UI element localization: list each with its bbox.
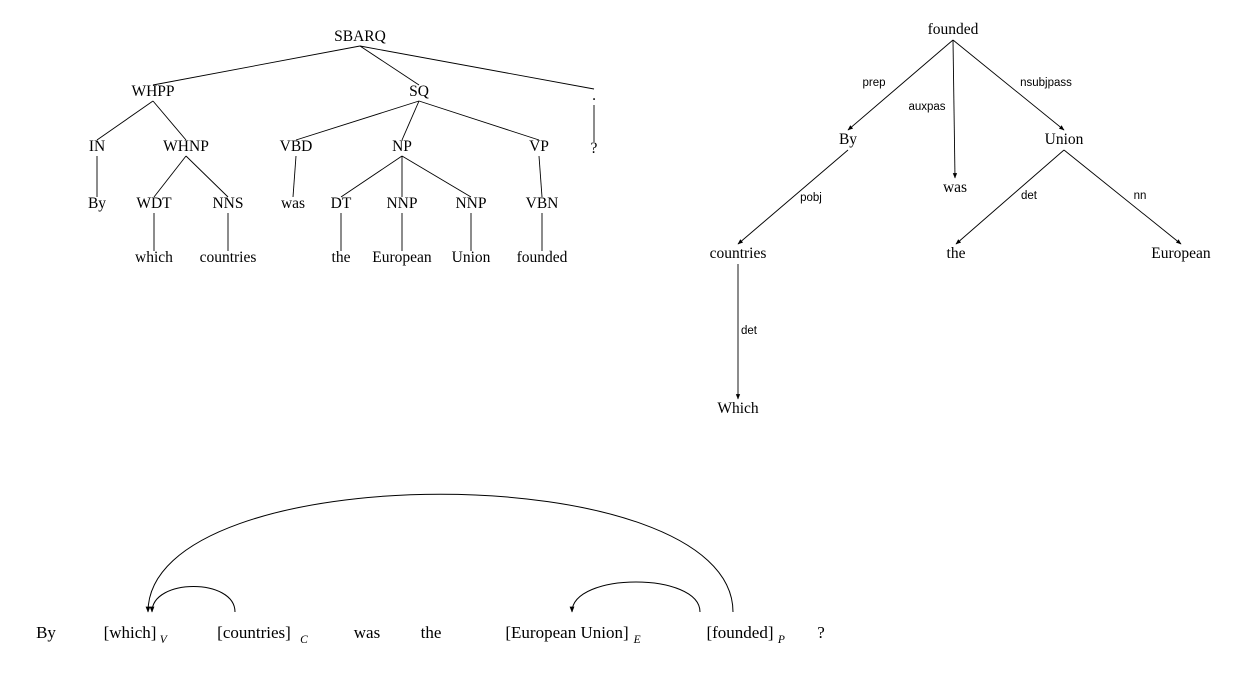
tree-node-label: countries bbox=[199, 249, 257, 266]
tree-node-label: NNS bbox=[212, 195, 244, 212]
tree-node-label: IN bbox=[88, 138, 106, 155]
sentence-token-text: [founded] bbox=[706, 623, 774, 642]
tree-node-label: SBARQ bbox=[334, 28, 386, 45]
sentence-token-text: By bbox=[36, 623, 56, 642]
tree-node-label: ? bbox=[590, 140, 598, 157]
dependency-edge-label: det bbox=[1021, 190, 1037, 202]
tree-node-label: NNP bbox=[455, 195, 487, 212]
tree-node-label: DT bbox=[330, 195, 352, 212]
tree-node-label: . bbox=[592, 87, 596, 104]
tree-node-label: WHNP bbox=[163, 138, 209, 155]
tree-node-label: VP bbox=[529, 138, 549, 155]
semantic-arc bbox=[148, 494, 733, 612]
sentence-token bbox=[354, 623, 380, 642]
dependency-edge-label: prep bbox=[862, 77, 886, 89]
sentence-token-text: ? bbox=[817, 623, 825, 642]
tree-node-label: WHPP bbox=[131, 83, 175, 100]
semantic-arc bbox=[572, 582, 700, 612]
sentence-token-subscript: C bbox=[300, 634, 308, 646]
dependency-node-label: countries bbox=[709, 245, 767, 262]
dependency-edge-label: nsubjpass bbox=[1020, 77, 1072, 89]
sentence-token bbox=[817, 623, 825, 642]
sentence-token-subscript: P bbox=[777, 634, 785, 646]
tree-node-label: NNP bbox=[386, 195, 418, 212]
tree-node-label: VBD bbox=[279, 138, 313, 155]
dependency-node-label: was bbox=[942, 179, 968, 196]
sentence-token bbox=[505, 623, 640, 646]
sentence-token-subscript: V bbox=[159, 634, 167, 646]
sentence-token-text: [countries] bbox=[217, 623, 291, 642]
tree-node-label: VBN bbox=[525, 195, 559, 212]
dependency-node-label: European bbox=[1151, 245, 1211, 262]
dependency-node-label: Which bbox=[717, 400, 759, 417]
dependency-node-label: By bbox=[838, 131, 858, 148]
dependency-node-label: the bbox=[946, 245, 966, 262]
tree-node-label: the bbox=[331, 249, 351, 266]
sentence-token-text: [which] bbox=[103, 623, 157, 642]
dependency-edge-label: nn bbox=[1133, 190, 1147, 202]
tree-node-label: NP bbox=[392, 138, 412, 155]
sentence-token bbox=[217, 623, 308, 646]
tree-node-label: European bbox=[372, 249, 432, 266]
semantic-arc bbox=[152, 587, 235, 613]
tree-node-label: which bbox=[135, 249, 173, 266]
sentence-token bbox=[421, 623, 442, 642]
dependency-node-label: founded bbox=[927, 21, 979, 38]
tree-node-label: By bbox=[87, 195, 107, 212]
sentence-token bbox=[36, 623, 56, 642]
tree-node-label: SQ bbox=[409, 83, 429, 100]
sentence-token-text: was bbox=[353, 623, 381, 642]
sentence-token bbox=[104, 623, 169, 646]
tree-node-label: founded bbox=[516, 249, 568, 266]
sentence-token-text: the bbox=[420, 623, 442, 642]
tree-node-label: was bbox=[280, 195, 306, 212]
dependency-node-label: Union bbox=[1044, 131, 1084, 148]
sentence-token-subscript: E bbox=[633, 634, 641, 646]
dependency-edge-label: auxpas bbox=[908, 101, 946, 113]
tree-node-label: WDT bbox=[136, 195, 172, 212]
dependency-edge-label: pobj bbox=[800, 192, 822, 204]
sentence-token bbox=[706, 623, 784, 646]
dependency-edge-label: det bbox=[741, 325, 757, 337]
sentence-token-text: [European Union] bbox=[505, 623, 629, 642]
tree-node-label: Union bbox=[451, 249, 491, 266]
